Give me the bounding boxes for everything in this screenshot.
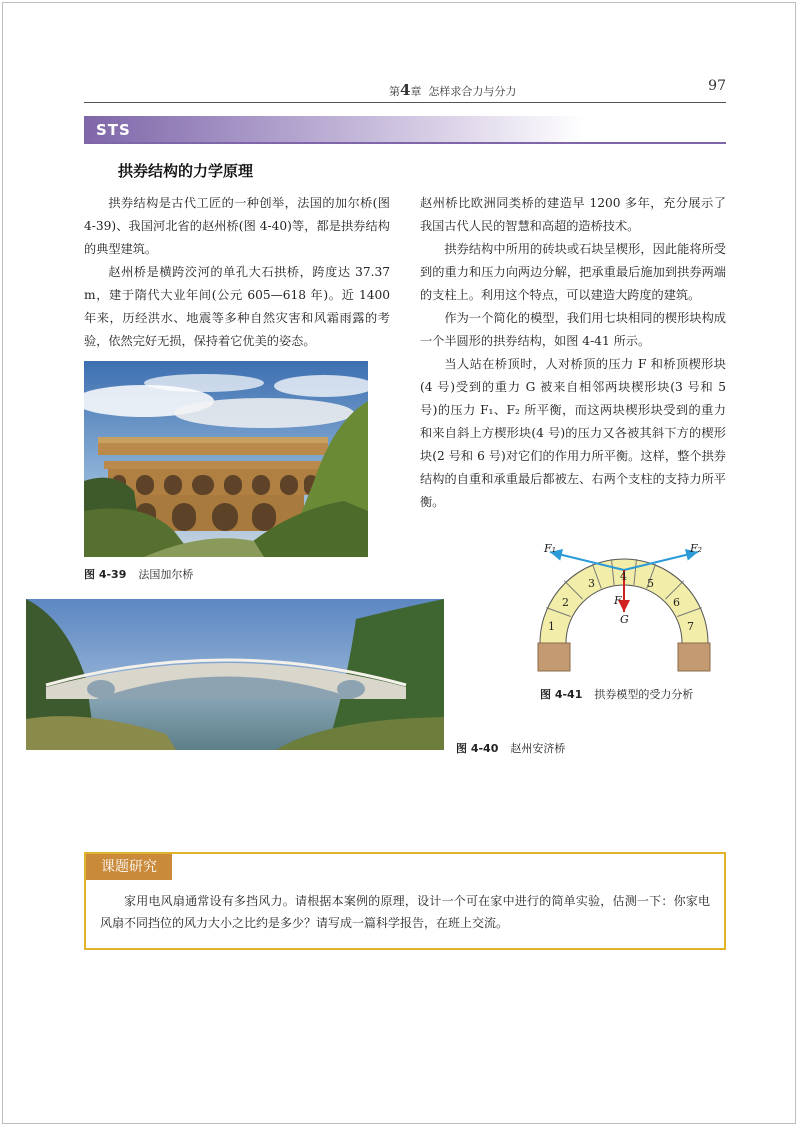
research-tag: 课题研究 — [86, 854, 172, 880]
page-number: 97 — [708, 78, 726, 94]
label-f: F — [614, 594, 622, 607]
paragraph: 当人站在桥顶时，人对桥顶的压力 F 和桥顶楔形块(4 号)受到的重力 G 被来自相邻两块楔形块(3 号和 5 号)的压力 F₁、F₂ 所平衡，而这两块楔形块受到的重力和来自斜上方楔形块(4 号)的压力又各被其斜下方的楔形块(2 号和 6 号)对它们的作用力所平衡。这样，整个拱券结构的自重和承重最后都被左、右两个支柱的支持力所平衡。 — [420, 357, 726, 509]
research-text: 家用电风扇通常设有多挡风力。请根据本案例的原理，设计一个可在家中进行的简单实验，估测一下：你家电风扇不同挡位的风力大小之比约是多少？请写成一篇科学报告，在班上交流。 — [100, 894, 710, 930]
label-g: G — [620, 613, 629, 626]
block-label: 7 — [687, 620, 694, 633]
arch-force-diagram — [530, 540, 730, 680]
sts-label: STS — [96, 121, 131, 139]
section-title: 拱券结构的力学原理 — [118, 162, 254, 180]
paragraph: 赵州桥比欧洲同类桥的建造早 1200 多年，充分展示了我国古代人民的智慧和高超的造桥技术。 — [420, 196, 726, 233]
paragraph: 作为一个简化的模型，我们用七块相同的楔形块构成一个半圆形的拱券结构，如图 4-41 所示。 — [420, 311, 726, 348]
chapter-heading: 第4章 怎样求合力与分力 — [389, 81, 517, 99]
paragraph: 拱券结构是古代工匠的一种创举，法国的加尔桥(图 4-39)、我国河北省的赵州桥(图 4-40)等，都是拱券结构的典型建筑。 — [84, 196, 390, 256]
paragraph: 拱券结构中所用的砖块或石块呈楔形，因此能将所受到的重力和压力向两边分解，把承重最后施加到拱券两端的支柱上。利用这个特点，可以建造大跨度的建筑。 — [420, 242, 726, 302]
left-column — [84, 192, 390, 353]
sts-section-bar — [84, 116, 726, 144]
label-f2: F₂ — [690, 542, 703, 555]
figure-caption-41: 图 4-41 拱券模型的受力分析 — [540, 688, 694, 701]
label-f1: F₁ — [544, 542, 557, 555]
right-column — [420, 192, 726, 514]
figure-caption-39: 图 4-39 法国加尔桥 — [84, 568, 194, 581]
block-label: 1 — [548, 620, 555, 633]
block-label: 2 — [562, 596, 569, 609]
pont-du-gard-photo — [84, 361, 368, 557]
block-label: 5 — [647, 577, 654, 590]
research-box — [84, 852, 726, 950]
running-header — [84, 76, 726, 103]
zhaozhou-bridge-photo — [26, 599, 444, 750]
paragraph: 赵州桥是横跨洨河的单孔大石拱桥，跨度达 37.37 m，建于隋代大业年间(公元 605—618 年)。近 1400 年来，历经洪水、地震等多种自然灾害和风霜雨露的考验，依然完好无损，保持着它优美的姿态。 — [84, 265, 390, 348]
research-text-block — [100, 890, 710, 934]
chapter-title: 怎样求合力与分力 — [428, 85, 517, 98]
block-label: 6 — [673, 596, 680, 609]
figure-caption-40: 图 4-40 赵州安济桥 — [456, 742, 566, 755]
block-label: 3 — [588, 577, 595, 590]
block-label: 4 — [620, 570, 627, 583]
